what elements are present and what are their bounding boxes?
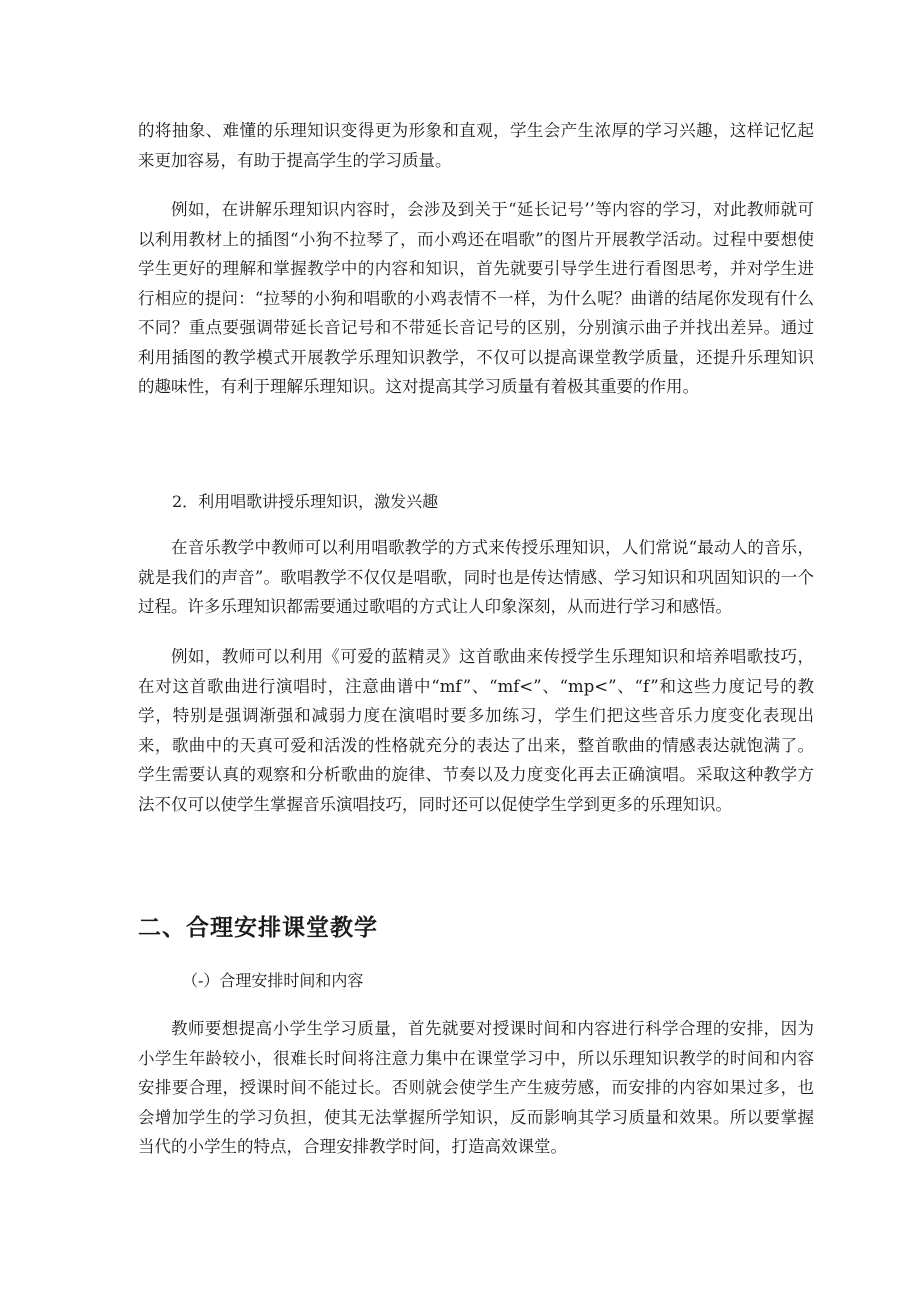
- paragraph-smurf-song-example: 例如，教师可以利用《可爱的蓝精灵》这首歌曲来传授学生乐理知识和培养唱歌技巧，在对这首歌曲进行演唱时，注意曲谱中“mf”、“mf<”、“mp<”、“f”和这些力度记号的教学，特别是强调渐强和减弱力度在演唱时要多加练习，学生们把这些音乐力度变化表现出来，歌曲中的天真可爱和活泼的性格就充分的表达了出来，整首歌曲的情感表达就饱满了。学生需要认真的观察和分析歌曲的旋律、节奏以及力度变化再去正确演唱。采取这种教学方法不仅可以使学生掌握音乐演唱技巧，同时还可以促使学生学到更多的乐理知识。: [138, 647, 814, 814]
- subsection-heading-time-content: （-）合理安排时间和内容: [182, 971, 364, 990]
- section-heading-classroom-arrangement: 二、合理安排课堂教学: [138, 915, 378, 941]
- paragraph-continuation: 的将抽象、难懂的乐理知识变得更为形象和直观，学生会产生浓厚的学习兴趣，这样记忆起来更加容易，有助于提高学生的学习质量。: [138, 121, 814, 170]
- paragraph-singing-teaching: 在音乐教学中教师可以利用唱歌教学的方式来传授乐理知识，人们常说“最动人的音乐，就是我们的声音”。歌唱教学不仅仅是唱歌，同时也是传达情感、学习知识和巩固知识的一个过程。许多乐理知识都需要通过歌唱的方式让人印象深刻，从而进行学习和感悟。: [138, 538, 814, 616]
- paragraph-time-content-arrangement: 教师要想提高小学生学习质量，首先就要对授课时间和内容进行科学合理的安排，因为小学生年龄较小，很难长时间将注意力集中在课堂学习中，所以乐理知识教学的时间和内容安排要合理，授课时间不能过长。否则就会使学生产生疲劳感，而安排的内容如果过多，也会增加学生的学习负担，使其无法掌握所学知识，反而影响其学习质量和效果。所以要掌握当代的小学生的特点，合理安排教学时间，打造高效课堂。: [138, 1019, 814, 1156]
- subheading-singing-method: 2．利用唱歌讲授乐理知识，激发兴趣: [172, 492, 439, 511]
- paragraph-extension-mark-example: 例如，在讲解乐理知识内容时，会涉及到关于“延长记号’’等内容的学习，对此教师就可以利用教材上的插图“小狗不拉琴了，而小鸡还在唱歌”的图片开展教学活动。过程中要想使学生更好的理解和掌握教学中的内容和知识，首先就要引导学生进行看图思考，并对学生进行相应的提问：“拉琴的小狗和唱歌的小鸡表情不一样，为什么呢？曲谱的结尾你发现有什么不同？重点要强调带延长音记号和不带延长音记号的区别，分别演示曲子并找出差异。通过利用插图的教学模式开展教学乐理知识教学，不仅可以提高课堂教学质量，还提升乐理知识的趣味性，有利于理解乐理知识。这对提高其学习质量有着极其重要的作用。: [138, 200, 814, 396]
